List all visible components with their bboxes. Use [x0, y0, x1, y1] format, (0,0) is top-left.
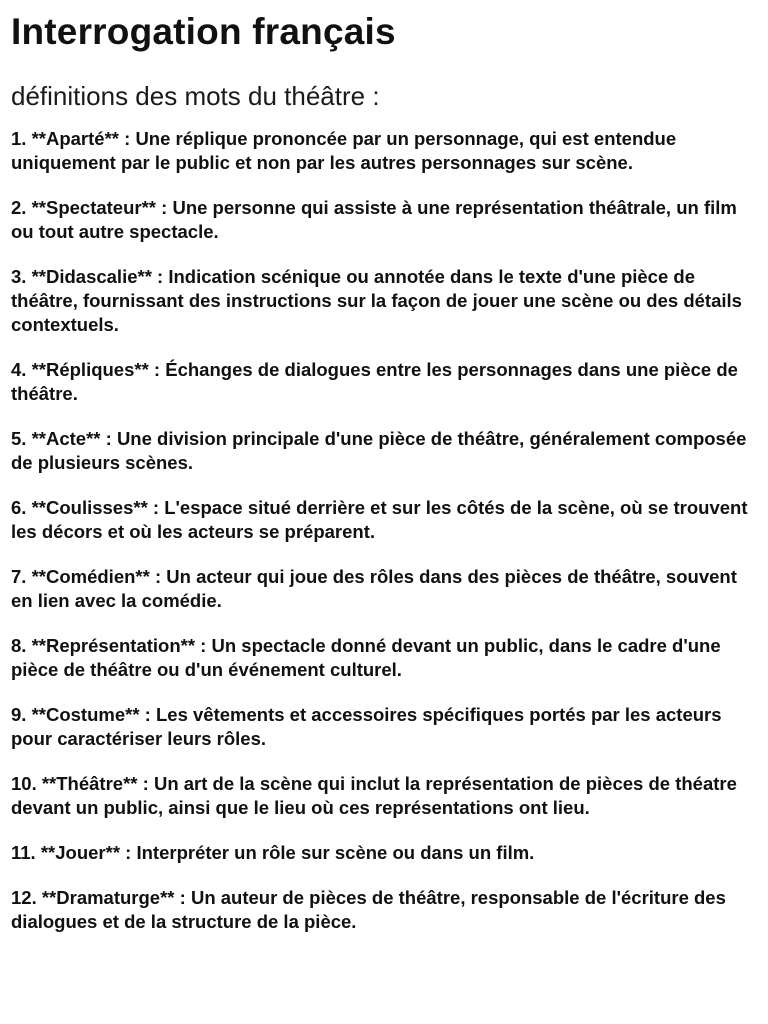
definition-item: 12. **Dramaturge** : Un auteur de pièces de théâtre, responsable de l'écriture des dialogues et de la structure de la pièce. [11, 887, 726, 932]
definition-term: **Costume** [31, 704, 140, 725]
definition-term: **Coulisses** [31, 497, 148, 518]
definition-text: Une personne qui assiste à une représentation théâtrale, un film ou tout autre spectacle. [11, 197, 737, 242]
definition-text: Les vêtements et accessoires spécifiques portés par les acteurs pour caractériser leurs rôles. [11, 704, 722, 749]
definition-number: 1. [11, 128, 27, 149]
definition-text: L'espace situé derrière et sur les côtés de la scène, où se trouvent les décors et où les acteurs se préparent. [11, 497, 748, 542]
definition-term: **Représentation** [31, 635, 196, 656]
definition-number: 4. [11, 359, 27, 380]
definition-text: Interpréter un rôle sur scène ou dans un film. [136, 842, 535, 863]
definition-number: 2. [11, 197, 27, 218]
definition-item: 2. **Spectateur** : Une personne qui assiste à une représentation théâtrale, un film ou tout autre spectacle. [11, 197, 737, 242]
definition-number: 12. [11, 887, 37, 908]
definition-term: **Acte** [31, 428, 101, 449]
definition-number: 3. [11, 266, 27, 287]
definition-item: 4. **Répliques** : Échanges de dialogues entre les personnages dans une pièce de théâtre. [11, 359, 738, 404]
page-title: Interrogation français [11, 11, 396, 52]
definition-text: Une réplique prononcée par un personnage, qui est entendue uniquement par le public et non par les autres personnages sur scène. [11, 128, 677, 173]
definition-number: 6. [11, 497, 27, 518]
definition-text: Une division principale d'une pièce de théâtre, généralement composée de plusieurs scènes. [11, 428, 747, 473]
definition-number: 9. [11, 704, 27, 725]
definition-text: Indication scénique ou annotée dans le texte d'une pièce de théâtre, fournissant des instructions sur la façon de jouer une scène ou des détails contextuels. [11, 266, 742, 335]
definition-term: **Didascalie** [31, 266, 152, 287]
definition-number: 7. [11, 566, 27, 587]
definition-term: **Répliques** [31, 359, 149, 380]
definition-number: 5. [11, 428, 27, 449]
definition-number: 11. [11, 842, 36, 863]
definition-term: **Dramaturge** [41, 887, 175, 908]
definition-text: Échanges de dialogues entre les personnages dans une pièce de théâtre. [11, 359, 738, 404]
definition-item: 5. **Acte** : Une division principale d'une pièce de théâtre, généralement composée de plusieurs scènes. [11, 428, 747, 473]
definition-item: 7. **Comédien** : Un acteur qui joue des rôles dans des pièces de théâtre, souvent en lien avec la comédie. [11, 566, 737, 611]
definition-term: **Jouer** [40, 842, 121, 863]
definition-term: **Aparté** [31, 128, 119, 149]
definition-number: 10. [11, 773, 37, 794]
definition-item: 1. **Aparté** : Une réplique prononcée par un personnage, qui est entendue uniquement par le public et non par les autres personnages sur scène. [11, 128, 677, 173]
definition-text: Un spectacle donné devant un public, dans le cadre d'une pièce de théâtre ou d'un événement culturel. [11, 635, 721, 680]
definition-item: 10. **Théâtre** : Un art de la scène qui inclut la représentation de pièces de théatre devant un public, ainsi que le lieu où ces représentations ont lieu. [11, 773, 737, 818]
page-subtitle: définitions des mots du théâtre : [11, 81, 380, 111]
definition-item: 3. **Didascalie** : Indication scénique ou annotée dans le texte d'une pièce de théâtre, fournissant des instructions sur la façon de jouer une scène ou des détails contextuels. [11, 266, 742, 335]
definition-item: 11. **Jouer** : Interpréter un rôle sur scène ou dans un film. [11, 842, 535, 863]
definition-text: Un acteur qui joue des rôles dans des pièces de théâtre, souvent en lien avec la comédie. [11, 566, 737, 611]
definition-item: 8. **Représentation** : Un spectacle donné devant un public, dans le cadre d'une pièce de théâtre ou d'un événement culturel. [11, 635, 721, 680]
definition-text: Un auteur de pièces de théâtre, responsable de l'écriture des dialogues et de la structure de la pièce. [11, 887, 726, 932]
definition-term: **Comédien** [31, 566, 150, 587]
definition-term: **Théâtre** [41, 773, 138, 794]
definition-item: 6. **Coulisses** : L'espace situé derrière et sur les côtés de la scène, où se trouvent les décors et où les acteurs se préparent. [11, 497, 748, 542]
definition-term: **Spectateur** [31, 197, 156, 218]
definitions-list [11, 127, 758, 934]
definition-number: 8. [11, 635, 27, 656]
definition-text: Un art de la scène qui inclut la représentation de pièces de théatre devant un public, ainsi que le lieu où ces représentations ont lieu. [11, 773, 737, 818]
definition-item: 9. **Costume** : Les vêtements et accessoires spécifiques portés par les acteurs pour caractériser leurs rôles. [11, 704, 722, 749]
